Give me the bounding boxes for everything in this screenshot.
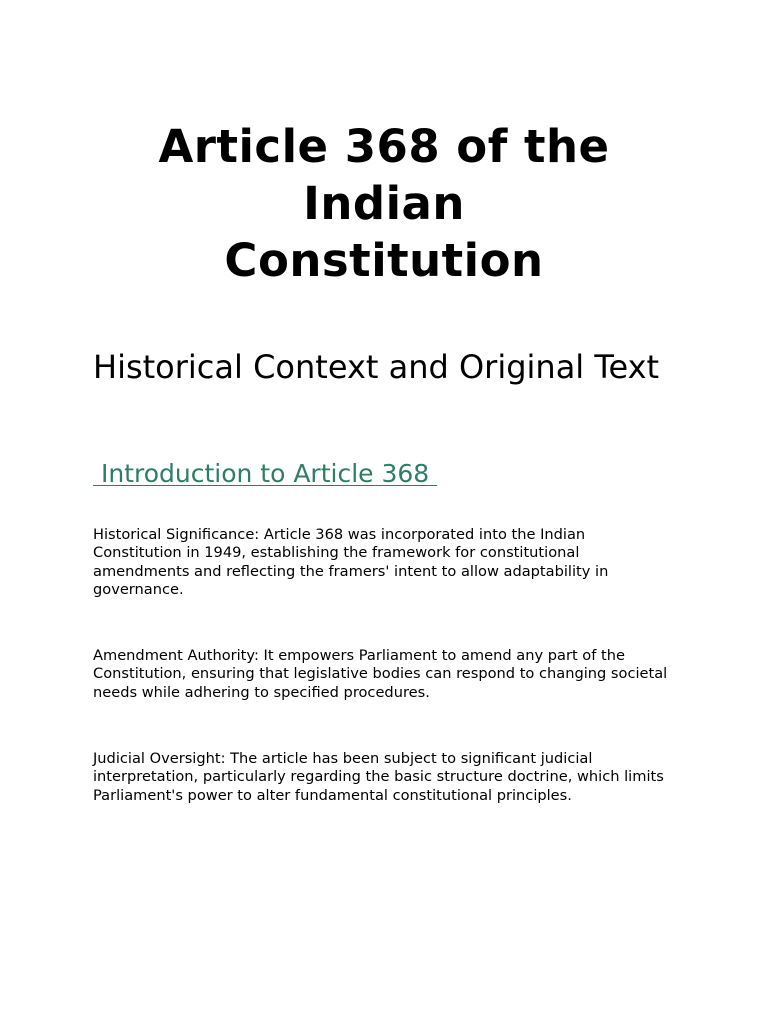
paragraph-amendment-authority: Amendment Authority: It empowers Parliament to amend any part of the Constitution, ensuring that legislative bodies can respond to changing societal needs while adhering to specified procedures. xyxy=(93,647,668,701)
title-line-3: Constitution xyxy=(224,234,544,287)
title-line-1: Article 368 of the xyxy=(158,120,610,173)
paragraph-judicial-oversight: Judicial Oversight: The article has been subject to significant judicial interpretation, particularly regarding the basic structure doctrine, which limits Parliament's power to alter fundamental constitutional principles. xyxy=(93,750,664,804)
title-line-2: Indian xyxy=(303,177,465,230)
section-heading: Historical Context and Original Text xyxy=(93,348,660,386)
page-title xyxy=(120,118,648,289)
introduction-link[interactable]: Introduction to Article 368 xyxy=(93,459,438,488)
paragraph-historical-significance: Historical Significance: Article 368 was incorporated into the Indian Constitution in 1949, establishing the framework for constitutional amendments and reflecting the framers' intent to allow adaptability in governance. xyxy=(93,526,609,598)
